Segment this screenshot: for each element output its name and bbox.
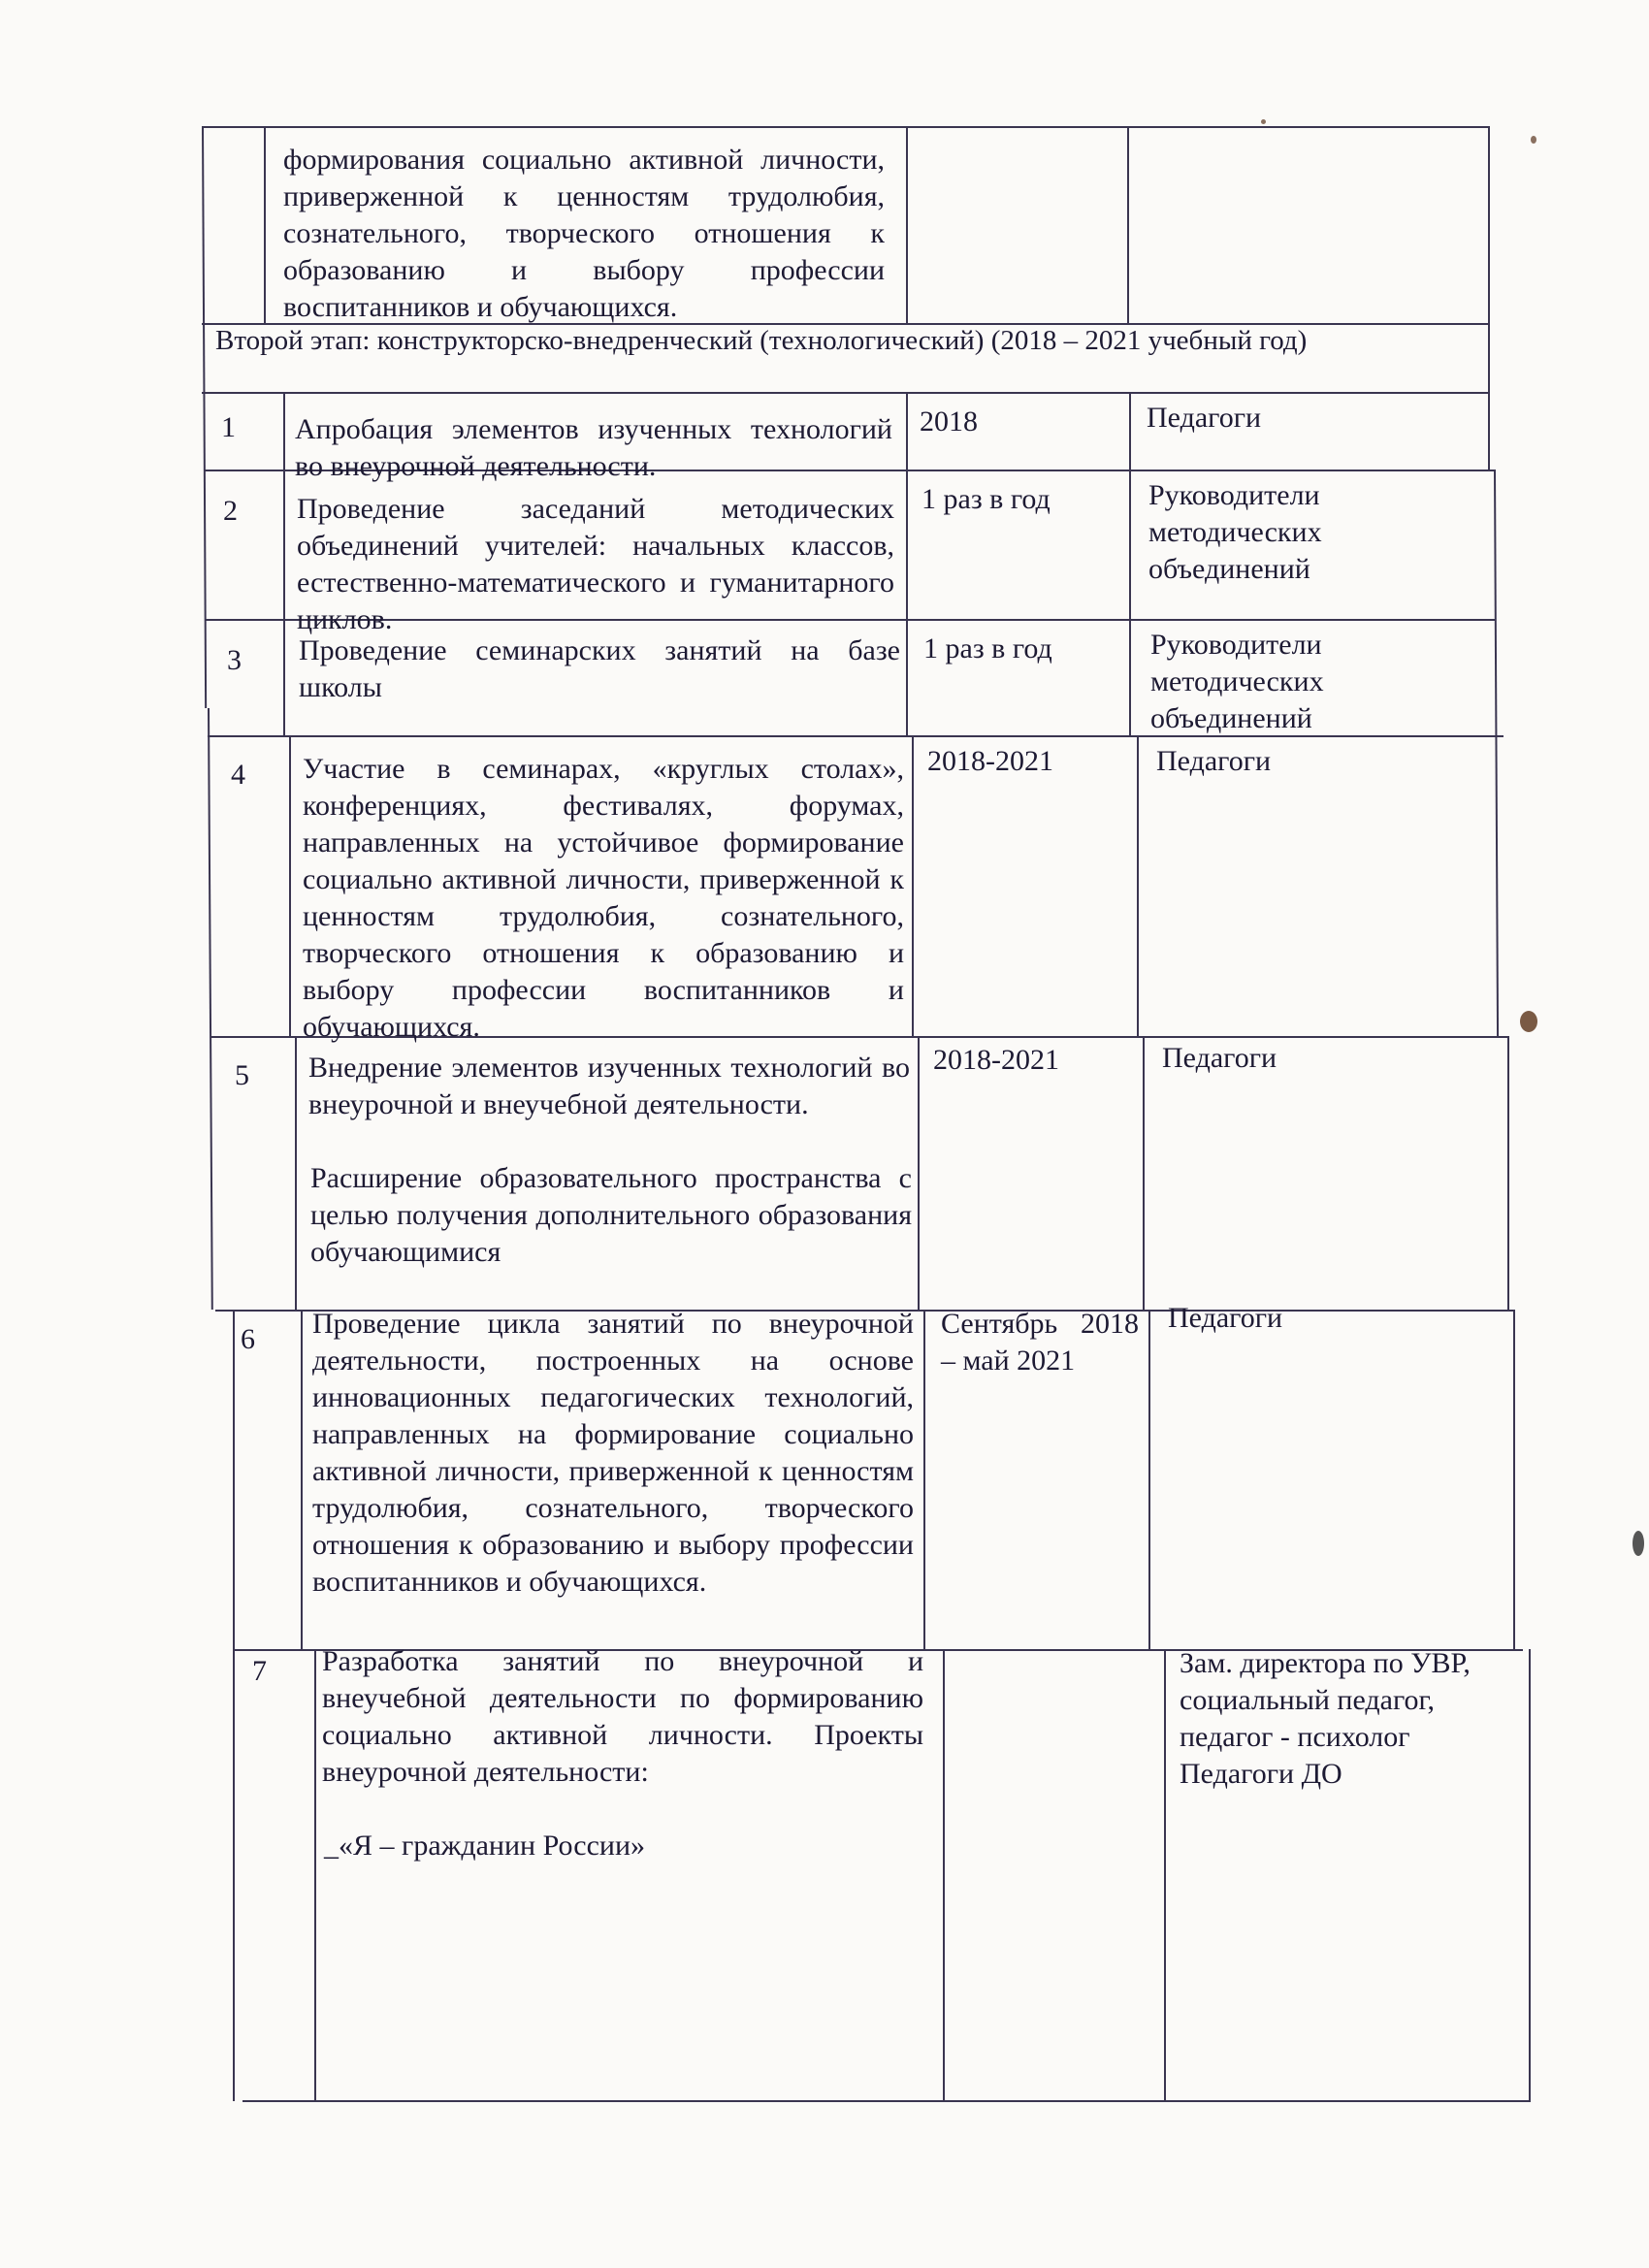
- cell-term: 1 раз в год: [922, 483, 1051, 515]
- table-border: [208, 708, 213, 1310]
- cell-responsible: Зам. директора по УВР, социальный педагог, педагог - психолог Педагоги ДО: [1180, 1647, 1471, 1790]
- scan-speck: [1531, 136, 1536, 144]
- col-divider: [1127, 126, 1129, 324]
- col-divider: [923, 1310, 925, 1649]
- cell-responsible: Педагоги: [1156, 745, 1272, 777]
- table-border: [233, 1310, 235, 2101]
- cell-action: Проведение цикла занятий по внеурочной деятельности, построенных на основе инновационных педагогических технологий, направленных на формирование социально активной личности, приверженной к ценностям трудолюбия, сознательного, творческого отношения к образованию и выбору профессии воспитанников и обучающихся.: [312, 1308, 914, 1598]
- cell-responsible: Педагоги: [1147, 402, 1262, 434]
- col-divider: [264, 126, 266, 324]
- cell-term: 1 раз в год: [923, 632, 1052, 664]
- cell-responsible: Руководители методических объединений: [1148, 479, 1322, 585]
- scan-speck: [1261, 119, 1266, 124]
- stage-header: Второй этап: конструкторско-внедренческий (технологический) (2018 – 2021 учебный год): [215, 325, 1308, 356]
- col-divider: [1143, 1036, 1145, 1310]
- scan-speck: [1633, 1531, 1644, 1556]
- col-divider: [906, 392, 908, 735]
- table-border: [1494, 470, 1499, 1036]
- col-divider: [1148, 1310, 1150, 1649]
- cell-action: Участие в семинарах, «круглых столах», конференциях, фестивалях, форумах, направленных на устойчивое формирование социально активной личности, приверженной к ценностям трудолюбия, сознательного, творческого отношения к образованию и выбору профессии воспитанников и обучающихся.: [303, 753, 904, 1043]
- cell-number: 3: [227, 644, 242, 676]
- cell-number: 1: [221, 411, 236, 443]
- col-divider: [1137, 735, 1139, 1036]
- col-divider: [283, 392, 285, 735]
- row-divider: [202, 392, 1490, 394]
- cell-number: 4: [231, 759, 245, 791]
- scan-speck: [1520, 1011, 1537, 1032]
- col-divider: [301, 1310, 303, 1649]
- cell-number: 2: [223, 495, 238, 527]
- table-border: [1529, 1649, 1531, 2101]
- col-divider: [943, 1649, 945, 2101]
- cell-action-extra: Расширение образовательного пространства с целью получения дополнительного образования обучающимися: [310, 1162, 912, 1268]
- col-divider: [289, 735, 291, 1036]
- cell-responsible: Педагоги: [1168, 1302, 1283, 1334]
- col-divider: [906, 126, 908, 324]
- col-divider: [918, 1036, 920, 1310]
- cell-number: 6: [241, 1323, 255, 1355]
- cell-action: Проведение заседаний методических объединений учителей: начальных классов, естественно-математического и гуманитарного циклов.: [297, 493, 894, 635]
- cell-action: формирования социально активной личности, приверженной к ценностям трудолюбия, сознательного, творческого отношения к образованию и выбору профессии воспитанников и обучающихся.: [283, 144, 885, 323]
- cell-responsible: Педагоги: [1162, 1042, 1277, 1074]
- col-divider: [912, 735, 914, 1036]
- cell-responsible: Руководители методических объединений: [1150, 629, 1324, 734]
- table-border: [1513, 1310, 1515, 1649]
- col-divider: [314, 1649, 316, 2101]
- table-border: [202, 126, 207, 708]
- cell-term: 2018-2021: [927, 745, 1053, 777]
- cell-action: Внедрение элементов изученных технологий во внеурочной и внеучебной деятельности.: [308, 1052, 910, 1120]
- cell-action: Апробация элементов изученных технологий во внеурочной деятельности.: [295, 413, 892, 482]
- table-border: [1488, 126, 1490, 470]
- cell-term: 2018-2021: [933, 1044, 1059, 1076]
- col-divider: [1129, 392, 1131, 735]
- cell-number: 5: [235, 1059, 249, 1091]
- cell-action: Проведение семинарских занятий на базе школы: [299, 634, 900, 703]
- col-divider: [1164, 1649, 1166, 2101]
- cell-action-extra: _«Я – гражданин России»: [324, 1830, 646, 1862]
- cell-term: Сентябрь 2018 – май 2021: [941, 1308, 1139, 1377]
- cell-term: 2018: [920, 405, 978, 437]
- cell-number: 7: [252, 1655, 267, 1687]
- table-border: [242, 2100, 1531, 2102]
- table-border: [1507, 1036, 1509, 1310]
- cell-action: Разработка занятий по внеурочной и внеучебной деятельности по формированию социально активной личности. Проекты внеурочной деятельности:: [322, 1645, 923, 1788]
- col-divider: [295, 1036, 297, 1310]
- table-border: [202, 126, 1490, 128]
